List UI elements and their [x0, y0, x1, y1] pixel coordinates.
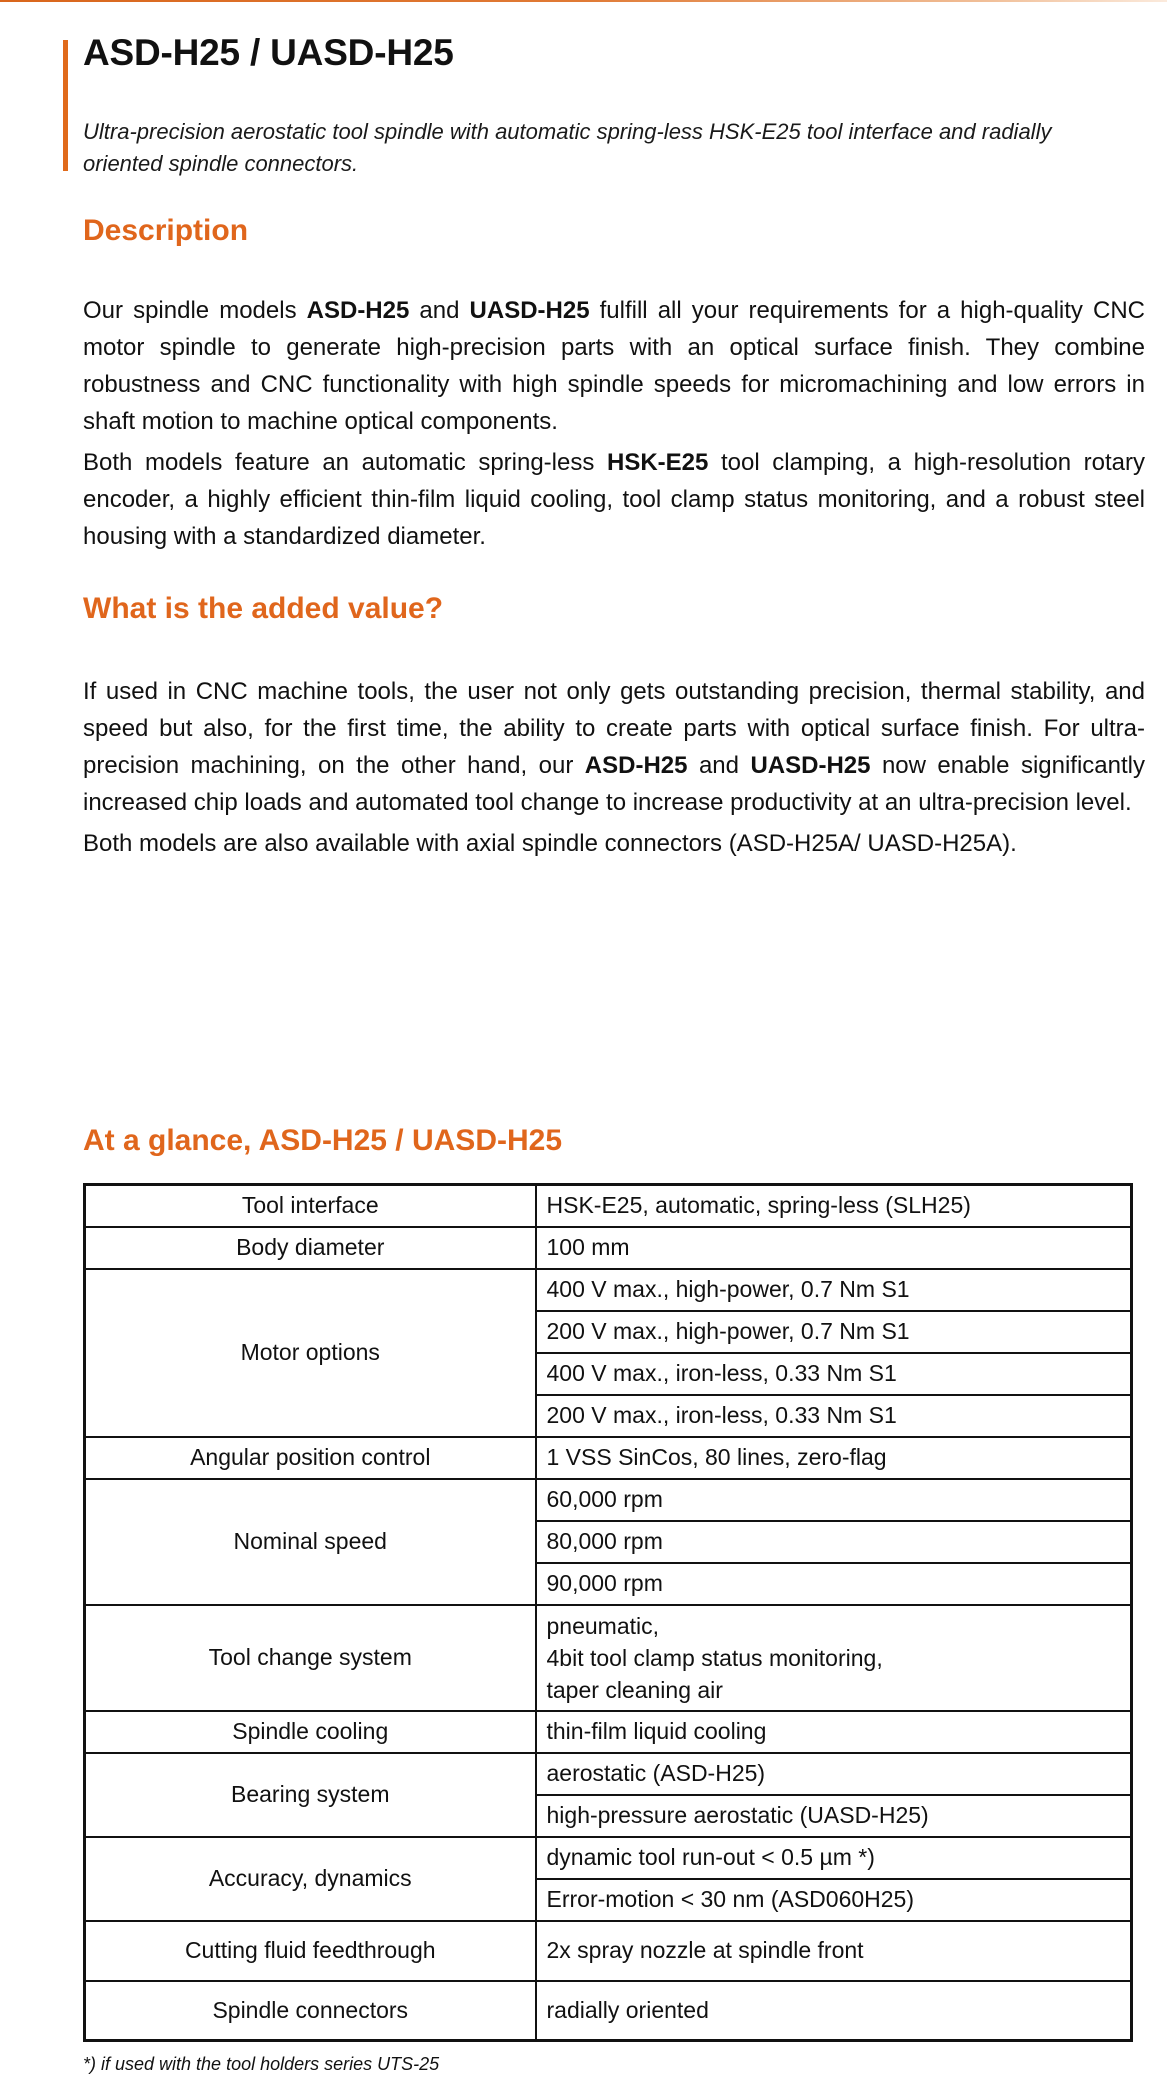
spec-value: 100 mm — [536, 1227, 1132, 1269]
spec-value: thin-film liquid cooling — [536, 1711, 1132, 1753]
added-value-paragraph-2: Both models are also available with axial spindle connectors (ASD-H25A/ UASD-H25A). — [83, 830, 1017, 857]
added-value-body — [83, 673, 1145, 862]
spec-value: HSK-E25, automatic, spring-less (SLH25) — [536, 1185, 1132, 1227]
spec-value: 90,000 rpm — [536, 1563, 1132, 1605]
description-paragraph-2: Both models feature an automatic spring-less HSK-E25 tool clamping, a high-resolution rotary encoder, a highly efficient thin-film liquid cooling, tool clamp status monitoring, and a robust steel housing with a standardized diameter. — [83, 449, 1146, 550]
spec-value: Error-motion < 30 nm (ASD060H25) — [536, 1879, 1132, 1921]
spec-label: Tool change system — [85, 1605, 536, 1711]
table-row — [85, 1605, 1132, 1711]
spec-label: Bearing system — [85, 1753, 536, 1837]
spec-label: Accuracy, dynamics — [85, 1837, 536, 1921]
spec-label: Spindle connectors — [85, 1981, 536, 2041]
table-row — [85, 1753, 1132, 1795]
spec-value: 400 V max., high-power, 0.7 Nm S1 — [536, 1269, 1132, 1311]
table-row — [85, 1437, 1132, 1479]
table-row — [85, 1837, 1132, 1879]
description-body — [83, 292, 1145, 555]
spec-value: 400 V max., iron-less, 0.33 Nm S1 — [536, 1353, 1132, 1395]
spec-label: Motor options — [85, 1269, 536, 1437]
spec-label: Nominal speed — [85, 1479, 536, 1605]
spec-value: high-pressure aerostatic (UASD-H25) — [536, 1795, 1132, 1837]
spec-value: dynamic tool run-out < 0.5 µm *) — [536, 1837, 1132, 1879]
spec-table — [83, 1183, 1133, 2042]
spec-value: 60,000 rpm — [536, 1479, 1132, 1521]
table-row — [85, 1921, 1132, 1981]
page-title: ASD-H25 / UASD-H25 — [83, 32, 454, 73]
spec-value: pneumatic, 4bit tool clamp status monitoring, taper cleaning air — [536, 1605, 1132, 1711]
spec-value: aerostatic (ASD-H25) — [536, 1753, 1132, 1795]
spec-label: Tool interface — [85, 1185, 536, 1227]
glance-heading: At a glance, ASD-H25 / UASD-H25 — [83, 1124, 563, 1157]
top-accent-rule — [0, 0, 1167, 2]
spec-label: Cutting fluid feedthrough — [85, 1921, 536, 1981]
spec-value: 1 VSS SinCos, 80 lines, zero-flag — [536, 1437, 1132, 1479]
spec-value: 200 V max., high-power, 0.7 Nm S1 — [536, 1311, 1132, 1353]
spec-label: Angular position control — [85, 1437, 536, 1479]
description-paragraph-1: Our spindle models ASD-H25 and UASD-H25 fulfill all your requirements for a high-quality CNC motor spindle to generate high-precision parts with an optical surface finish. They combine robustness and CNC functionality with high spindle speeds for micromachining and low errors in shaft motion to machine optical components. — [83, 297, 1145, 435]
spec-value: 2x spray nozzle at spindle front — [536, 1921, 1132, 1981]
added-value-paragraph-1: If used in CNC machine tools, the user not only gets outstanding precision, thermal stability, and speed but also, for the first time, the ability to create parts with optical surface finish. For ultra-precision machining, on the other hand, our ASD-H25 and UASD-H25 now enable significantly increased chip loads and automated tool change to increase productivity at an ultra-precision level. — [83, 678, 1145, 816]
spec-label: Spindle cooling — [85, 1711, 536, 1753]
table-row — [85, 1185, 1132, 1227]
title-accent-bar — [63, 40, 68, 171]
table-row — [85, 1711, 1132, 1753]
description-heading: Description — [83, 214, 249, 247]
table-row — [85, 1981, 1132, 2041]
spec-value: 80,000 rpm — [536, 1521, 1132, 1563]
added-value-heading: What is the added value? — [83, 592, 444, 625]
table-row — [85, 1479, 1132, 1521]
table-row — [85, 1269, 1132, 1311]
spec-label: Body diameter — [85, 1227, 536, 1269]
table-row — [85, 1227, 1132, 1269]
table-footnote: *) if used with the tool holders series UTS-25 — [83, 2054, 440, 2074]
spec-value: radially oriented — [536, 1981, 1132, 2041]
page-subtitle: Ultra-precision aerostatic tool spindle with automatic spring-less HSK-E25 tool interface and radially oriented spindle connectors. — [83, 119, 1052, 176]
spec-value: 200 V max., iron-less, 0.33 Nm S1 — [536, 1395, 1132, 1437]
